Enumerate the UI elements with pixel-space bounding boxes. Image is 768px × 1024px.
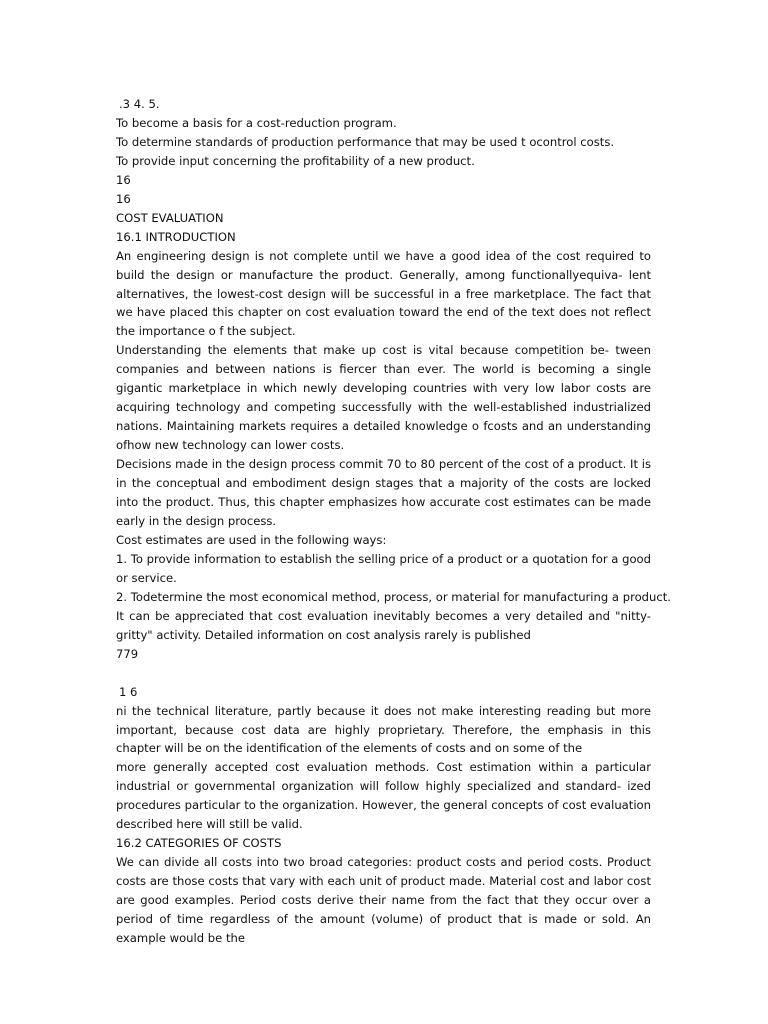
list-item: To determine standards of production performance that may be used t ocontrol costs. [116,134,615,149]
paragraph: An engineering design is not complete until we have a good idea of the cost required to build the design or manufacture the product. Generally, among functionallyequiva- lent alternatives, the lowest-cost design will be successful in a free marketplace. The fact that we have placed this chapter on cost evaluation toward the end of the text does not reflect the importance o f the subject. [116,248,651,339]
numbered-item: 2. Todetermine the most economical method, process, or material for manufacturing a product. [116,589,671,604]
list-numbers: .3 4. 5. [119,97,160,111]
document-page [116,95,671,948]
list-item: To provide input concerning the profitability of a new product. [116,153,475,168]
paragraph: We can divide all costs into two broad categories: product costs and period costs. Product costs are those costs that vary with each unit of product made. Material cost and labor cost are good examples. Period costs derive their name from the fact that they occur over a period of time regardless of the amount (volume) of product that is made or sold. An example would be the [116,855,651,945]
chapter-title: COST EVALUATION [116,210,224,225]
paragraph: Decisions made in the design process commit 70 to 80 percent of the cost of a product. It is in the conceptual and embodiment design stages that a majority of the costs are locked into the product. Thus, this chapter emphasizes how accurate cost estimates can be made early in the design process. [116,457,651,528]
paragraph: more generally accepted cost evaluation methods. Cost estimation within a particular industrial or governmental organization will follow highly specialized and standard- ized procedures particular to the organization. However, the general concepts of cost evaluation described here will still be valid. [116,760,651,832]
page-break [116,664,651,683]
numbered-item: 1. To provide information to establish the selling price of a product or a quotation for a good or service. [116,551,651,585]
paragraph: ni the technical literature, partly because it does not make interesting reading but more important, because cost data are highly proprietary. Therefore, the emphasis in this chapter will be on the identification of the elements of costs and on some of the [116,703,651,756]
running-head: 1 6 [119,684,138,699]
page-number: 779 [116,646,139,661]
chapter-number: 16 [116,172,131,187]
section-heading: 16.2 CATEGORIES OF COSTS [116,836,282,851]
list-item: To become a basis for a cost-reduction program. [116,115,397,130]
section-heading: 16.1 INTRODUCTION [116,229,236,244]
paragraph: Understanding the elements that make up cost is vital because competition be- tween companies and between nations is fiercer than ever. The world is becoming a single gigantic marketplace in which newly developing countries with very low labor costs are acquiring technology and competing successfully with the well-established industrialized nations. Maintaining markets requires a detailed knowledge o fcosts and an understanding ofhow new technology can lower costs. [116,343,651,453]
paragraph: It can be appreciated that cost evaluation inevitably becomes a very detailed and "nitty-gritty" activity. Detailed information on cost analysis rarely is published [116,608,651,642]
paragraph: Cost estimates are used in the following ways: [116,532,387,547]
chapter-number: 16 [116,191,131,206]
